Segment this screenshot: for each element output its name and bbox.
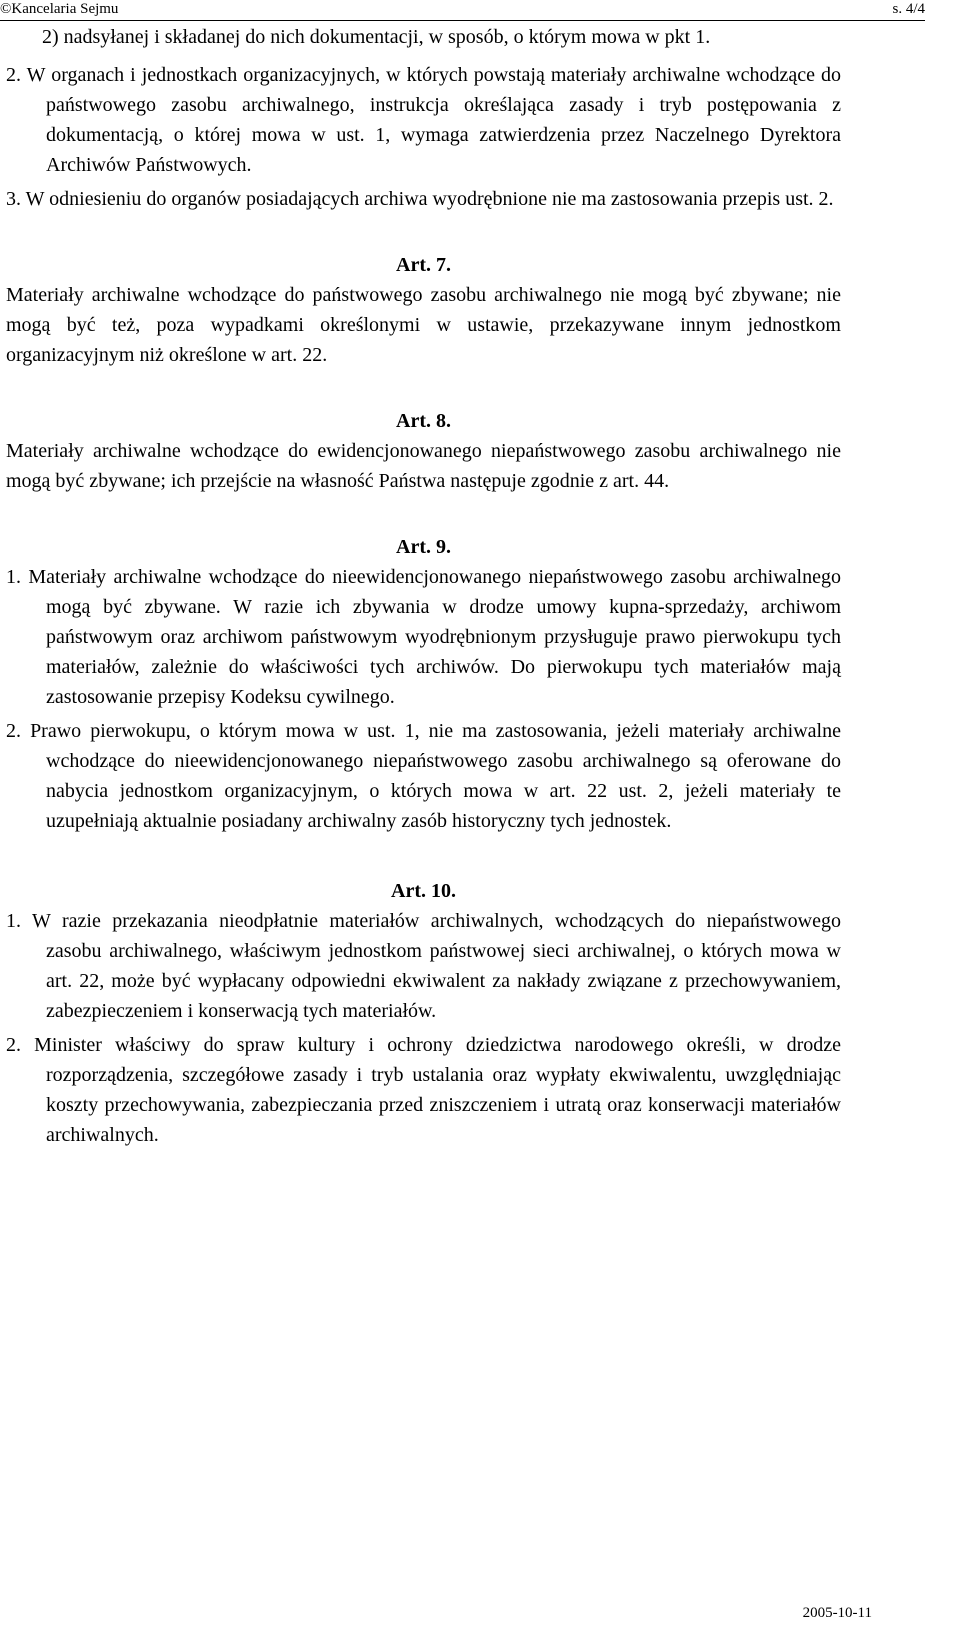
art8-heading: Art. 8.: [396, 410, 451, 432]
header-copyright: ©Kancelaria Sejmu: [0, 1, 119, 17]
art8-text: Materiały archiwalne wchodzące do ewidencjonowanego niepaństwowego zasobu archiwalnego nie mogą być zbywane; ich przejście na własność Państwa następuje zgodnie z art. 44.: [6, 440, 841, 492]
art9-paragraph-1: 1. Materiały archiwalne wchodzące do nieewidencjonowanego niepaństwowego zasobu archiwalnego mogą być zbywane. W razie ich zbywania w drodze umowy kupna-sprzedaży, archiwom państwowym oraz archiwom państwowym wyodrębnionym przysługuje prawo pierwokupu tych materiałów, zależnie do właściwości tych archiwów. Do pierwokupu tych materiałów mają zastosowanie przepisy Kodeksu cywilnego.: [6, 566, 841, 708]
header-page-number: s. 4/4: [892, 1, 925, 17]
art10-heading: Art. 10.: [391, 880, 456, 902]
art7-heading: Art. 7.: [396, 254, 451, 276]
document-body: [6, 22, 841, 1150]
page-header: [0, 0, 925, 21]
art10-paragraph-1: 1. W razie przekazania nieodpłatnie materiałów archiwalnych, wchodzących do niepaństwowego zasobu archiwalnego, właściwym jednostkom państwowej sieci archiwalnej, o których mowa w art. 22, może być wypłacany odpowiedni ekwiwalent za nakłady związane z przechowywaniem, zabezpieczeniem i konserwacją tych materiałów.: [6, 910, 841, 1022]
art7-text: Materiały archiwalne wchodzące do państwowego zasobu archiwalnego nie mogą być zbywane; nie mogą być też, poza wypadkami określonymi w ustawie, przekazywane innym jednostkom organizacyjnym niż określone w art. 22.: [6, 284, 841, 366]
art9-heading: Art. 9.: [396, 536, 451, 558]
art6-paragraph-2: 2. W organach i jednostkach organizacyjnych, w których powstają materiały archiwalne wchodzące do państwowego zasobu archiwalnego, instrukcja określająca zasady i tryb postępowania z dokumentacją, o której mowa w ust. 1, wymaga zatwierdzenia przez Naczelnego Dyrektora Archiwów Państwowych.: [6, 64, 841, 176]
art6-item-2-continuation: 2) nadsyłanej i składanej do nich dokumentacji, w sposób, o którym mowa w pkt 1.: [42, 26, 711, 48]
art6-paragraph-3: 3. W odniesieniu do organów posiadających archiwa wyodrębnione nie ma zastosowania przepis ust. 2.: [6, 188, 834, 210]
art10-paragraph-2: 2. Minister właściwy do spraw kultury i ochrony dziedzictwa narodowego określi, w drodze rozporządzenia, szczegółowe zasady i tryb ustalania oraz wypłaty ekwiwalentu, uwzględniając koszty przechowywania, zabezpieczania przed zniszczeniem i utratą oraz konserwacji materiałów archiwalnych.: [6, 1034, 841, 1146]
art9-paragraph-2: 2. Prawo pierwokupu, o którym mowa w ust. 1, nie ma zastosowania, jeżeli materiały archiwalne wchodzące do nieewidencjonowanego niepaństwowego zasobu archiwalnego są oferowane do nabycia jednostkom organizacyjnym, o których mowa w art. 22 ust. 2, jeżeli materiały te uzupełniają aktualnie posiadany archiwalny zasób historyczny tych jednostek.: [6, 720, 841, 832]
page-footer-date: 2005-10-11: [802, 1605, 872, 1621]
